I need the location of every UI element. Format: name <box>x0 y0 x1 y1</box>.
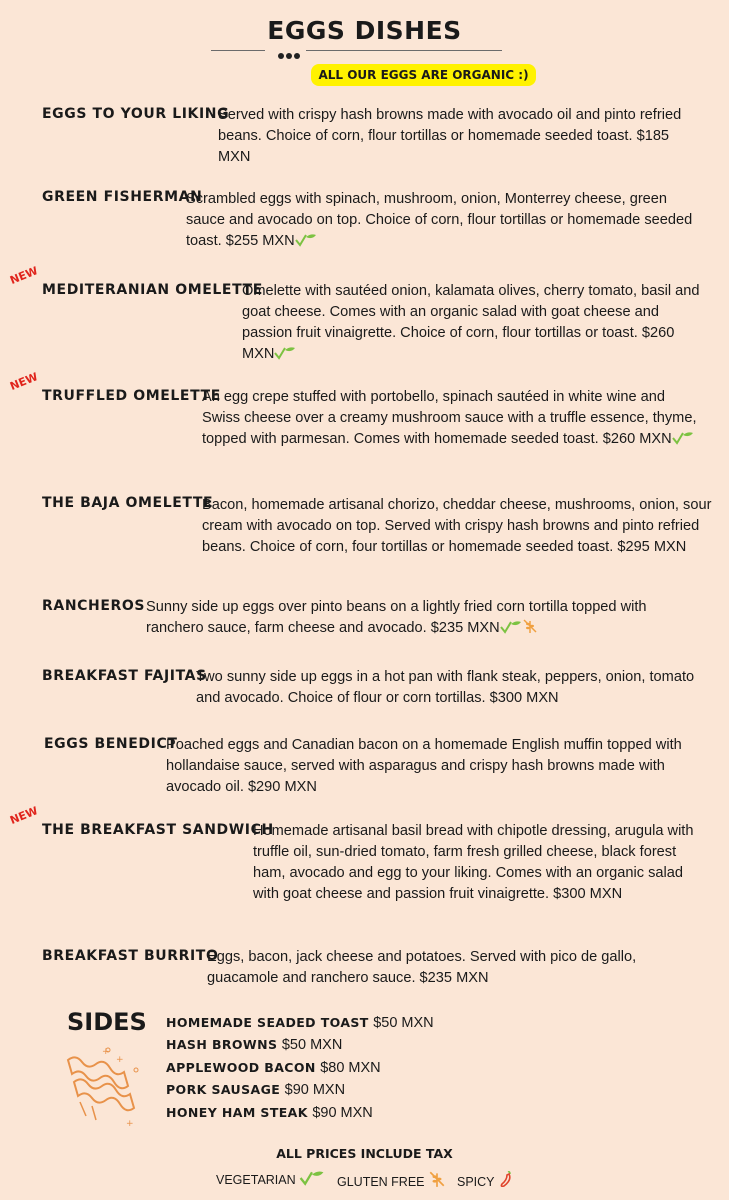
dish-description: Omelette with sautéed onion, kalamata olives, cherry tomato, basil and goat cheese. Comes with an organic salad with goat cheese and passion fruit vinaigrette. Choice of corn, flour tortillas or toast. $260 MXN <box>242 283 700 362</box>
side-name: APPLEWOOD BACON <box>166 1060 316 1075</box>
svg-text:+: + <box>116 1055 124 1065</box>
side-item <box>166 1081 345 1099</box>
dish-description: Scrambled eggs with spinach, mushroom, onion, Monterrey cheese, green sauce and avocado on top. Choice of corn, flour tortillas or homemade seeded toast. $255 MXN <box>186 191 693 249</box>
legend-vegetarian <box>216 1170 325 1187</box>
dish-name: BREAKFAST FAJITAS <box>42 668 207 684</box>
side-item <box>166 1059 381 1077</box>
title-divider-right <box>306 50 502 51</box>
dish-name: MEDITERANIAN OMELETTE <box>42 282 263 298</box>
dish-description: Poached eggs and Canadian bacon on a homemade English muffin topped with hollandaise sauce, served with asparagus and crispy hash browns made with avocado oil. $290 MXN <box>166 737 682 795</box>
dish-name: THE BAJA OMELETTE <box>42 495 214 511</box>
dish-name: GREEN FISHERMAN <box>42 189 203 205</box>
dish-name: EGGS TO YOUR LIKING <box>42 106 230 122</box>
dish-description: Served with crispy hash browns made with avocado oil and pinto refried beans. Choice of corn, flour tortillas or homemade seeded toast. $185 MXN <box>218 107 682 165</box>
organic-eggs-banner: ALL OUR EGGS ARE ORGANIC :) <box>311 64 536 86</box>
side-price: $90 MXN <box>284 1082 346 1098</box>
side-price: $50 MXN <box>281 1037 343 1053</box>
title-divider-left <box>211 50 265 51</box>
chili-pepper-icon <box>498 1170 514 1188</box>
dish-description: Bacon, homemade artisanal chorizo, cheddar cheese, mushrooms, onion, sour cream with avocado on top. Served with crispy hash browns and pinto refried beans. Choice of corn, four tortillas or homemade seeded toast. $295 MXN <box>202 497 712 555</box>
sides-title: SIDES <box>67 1008 147 1036</box>
side-name: HOMEMADE SEADED TOAST <box>166 1015 369 1030</box>
side-name: PORK SAUSAGE <box>166 1082 281 1097</box>
page-title: EGGS DISHES <box>267 16 462 45</box>
vegetarian-icon <box>500 620 522 634</box>
dish-description: Eggs, bacon, jack cheese and potatoes. Served with pico de gallo, guacamole and ranchero sauce. $235 MXN <box>207 949 637 986</box>
legend-vegetarian-label: VEGETARIAN <box>216 1173 296 1187</box>
new-badge: NEW <box>8 264 40 287</box>
dish-name: EGGS BENEDICT <box>44 736 178 752</box>
new-badge: NEW <box>8 370 40 393</box>
dish-name: TRUFFLED OMELETTE <box>42 388 221 404</box>
dish-name: THE BREAKFAST SANDWICH <box>42 822 274 838</box>
legend-gluten-free <box>337 1170 446 1189</box>
vegetarian-icon <box>295 233 317 247</box>
legend-spicy-label: SPICY <box>457 1175 495 1189</box>
vegetarian-icon <box>299 1170 325 1186</box>
side-name: HASH BROWNS <box>166 1037 278 1052</box>
gluten-free-icon <box>428 1170 446 1188</box>
vegetarian-icon <box>672 431 694 445</box>
side-name: HONEY HAM STEAK <box>166 1105 308 1120</box>
dish-description: Sunny side up eggs over pinto beans on a lightly fried corn tortilla topped with ranchero sauce, farm cheese and avocado. $235 MXN <box>146 599 647 636</box>
side-item <box>166 1104 373 1122</box>
side-price: $80 MXN <box>320 1060 381 1076</box>
gluten-free-icon <box>522 618 538 634</box>
side-item <box>166 1036 342 1054</box>
svg-text:+: + <box>102 1047 110 1057</box>
side-item <box>166 1014 434 1032</box>
dish-name: RANCHEROS <box>42 598 146 614</box>
dish-description: Homemade artisanal basil bread with chipotle dressing, arugula with truffle oil, sun-dried tomato, farm fresh grilled cheese, black forest ham, avocado and egg to your liking. Comes with an organic salad with goat cheese and passion fruit vinaigrette. $300 MXN <box>253 823 694 902</box>
dish-description: Two sunny side up eggs in a hot pan with flank steak, peppers, onion, tomato and avocado. Choice of flour or corn tortillas. $300 MXN <box>196 669 695 706</box>
svg-text:+: + <box>126 1119 134 1128</box>
vegetarian-icon <box>274 346 296 360</box>
tax-note: ALL PRICES INCLUDE TAX <box>276 1146 453 1161</box>
new-badge: NEW <box>8 804 40 827</box>
side-price: $50 MXN <box>373 1015 434 1031</box>
dish-description: An egg crepe stuffed with portobello, spinach sautéed in white wine and Swiss cheese over a creamy mushroom sauce with a truffle essence, thyme, topped with parmesan. Comes with homemade seeded toast. $260 MXN <box>202 389 697 447</box>
legend-spicy <box>457 1170 514 1189</box>
title-dots-ornament <box>277 46 301 64</box>
bacon-icon <box>62 1046 142 1128</box>
dish-name: BREAKFAST BURRITO <box>42 948 219 964</box>
legend-gluten-free-label: GLUTEN FREE <box>337 1175 425 1189</box>
side-price: $90 MXN <box>312 1105 373 1121</box>
